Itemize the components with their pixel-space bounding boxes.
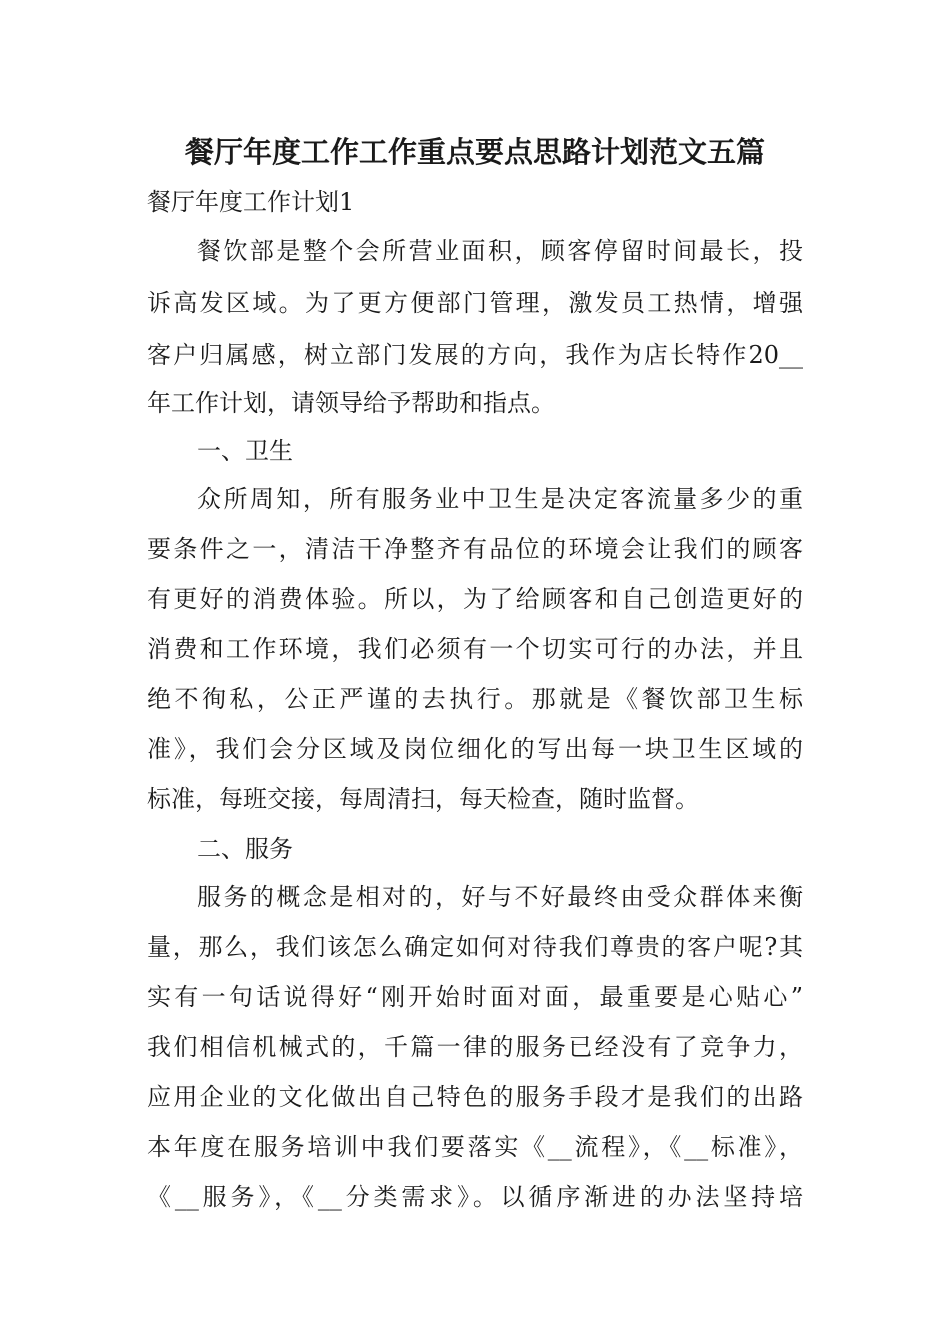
- paragraph-2-line-2: 要条件之一，清洁干净整齐有品位的环境会让我们的顾客: [147, 535, 803, 563]
- section-subtitle: 餐厅年度工作计划1: [147, 188, 355, 216]
- paragraph-2-line-6: 准》，我们会分区域及岗位细化的写出每一块卫生区域的: [147, 735, 803, 763]
- section-heading-service: 二、服务: [197, 835, 293, 863]
- paragraph-3-line-3: 实有一句话说得好“刚开始时面对面，最重要是心贴心”: [147, 983, 803, 1011]
- section-heading-hygiene: 一、卫生: [197, 437, 293, 465]
- paragraph-2-line-4: 消费和工作环境，我们必须有一个切实可行的办法，并且: [147, 635, 803, 663]
- paragraph-3-line-6: 本年度在服务培训中我们要落实《__流程》，《__标准》，: [147, 1133, 803, 1161]
- paragraph-3-line-4: 我们相信机械式的，千篇一律的服务已经没有了竞争力，: [147, 1033, 803, 1061]
- paragraph-2-line-7: 标准，每班交接，每周清扫，每天检查，随时监督。: [147, 785, 699, 813]
- paragraph-2-line-3: 有更好的消费体验。所以，为了给顾客和自己创造更好的: [147, 585, 803, 613]
- paragraph-3-line-1: 服务的概念是相对的，好与不好最终由受众群体来衡: [197, 883, 803, 911]
- paragraph-2-line-1: 众所周知，所有服务业中卫生是决定客流量多少的重: [197, 485, 803, 513]
- paragraph-2-line-5: 绝不徇私，公正严谨的去执行。那就是《餐饮部卫生标: [147, 685, 803, 713]
- paragraph-3-line-7: 《__服务》，《__分类需求》。以循序渐进的办法坚持培: [147, 1183, 803, 1211]
- paragraph-3-line-5: 应用企业的文化做出自己特色的服务手段才是我们的出路: [147, 1083, 803, 1111]
- document-title: 餐厅年度工作工作重点要点思路计划范文五篇: [184, 135, 765, 169]
- paragraph-1-line-4: 年工作计划，请领导给予帮助和指点。: [147, 389, 555, 417]
- paragraph-1-line-1: 餐饮部是整个会所营业面积，顾客停留时间最长，投: [197, 237, 803, 265]
- paragraph-1-line-3: 客户归属感，树立部门发展的方向，我作为店长特作20__: [147, 341, 803, 369]
- paragraph-1-line-2: 诉高发区域。为了更方便部门管理，激发员工热情，增强: [147, 289, 803, 317]
- paragraph-3-line-2: 量，那么，我们该怎么确定如何对待我们尊贵的客户呢?其: [147, 933, 803, 961]
